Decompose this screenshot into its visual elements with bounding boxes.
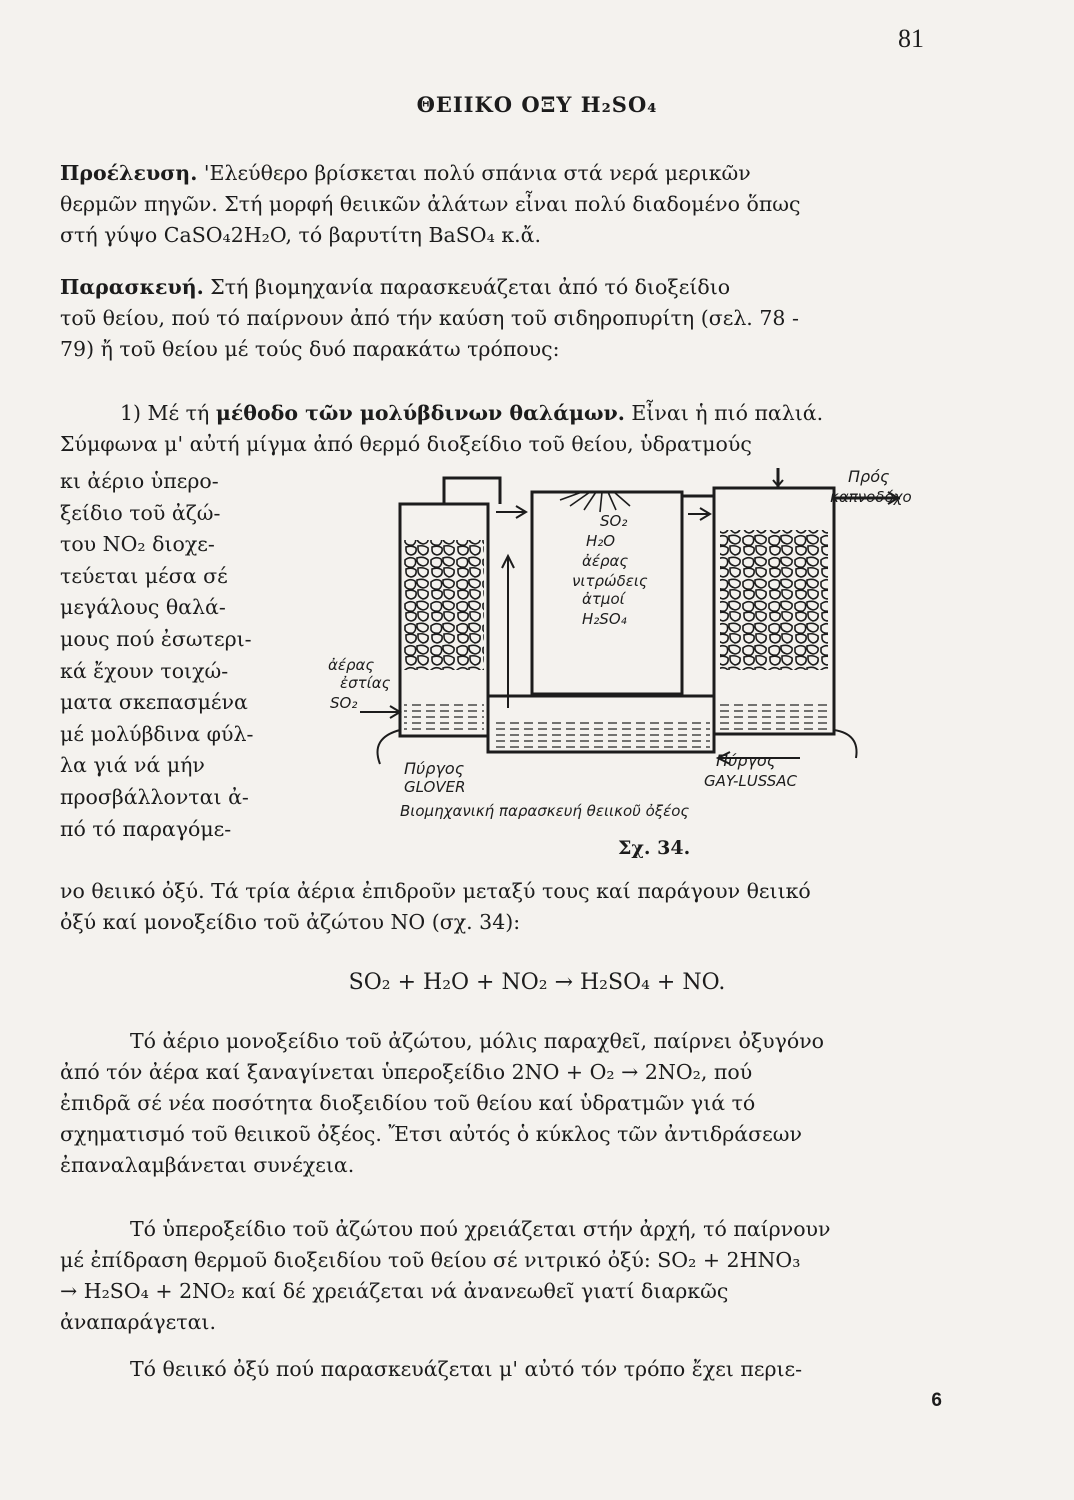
line: νο θειικό ὀξύ. Τά τρία ἀέρια ἐπιδροῦν μεταξύ τους καί παράγουν θειικό: [60, 879, 811, 903]
line: Σύμφωνα μ' αὐτή μίγμα ἀπό θερμό διοξείδιο τοῦ θείου, ὑδρατμούς: [60, 432, 752, 456]
line: θερμῶν πηγῶν. Στή μορφή θειικῶν ἀλάτων εἶναι πολύ διαδομένο ὅπως: [60, 192, 801, 216]
line: πό τό παραγόμε-: [60, 816, 232, 841]
figure-caption: Βιομηχανική παρασκευή θειικοῦ ὀξέος: [400, 802, 690, 820]
label-h2o: H₂O: [586, 532, 616, 550]
line: ματα σκεπασμένα: [60, 690, 248, 715]
line: στή γύψο CaSO₄2H₂O, τό βαρυτίτη BaSO₄ κ.ἄ.: [60, 223, 542, 247]
paragraph-nitrogen-dioxide: [60, 1214, 938, 1338]
gay-lussac-packing: [720, 530, 828, 670]
line: τεύεται μέσα σέ: [60, 563, 228, 588]
line: κά ἔχουν τοιχώ-: [60, 658, 229, 683]
line: κι ἀέριο ὑπερο-: [60, 469, 219, 493]
section-title: ΘΕΙΙΚΟ ΟΞΥ H₂SO₄: [416, 92, 658, 117]
line: τοῦ θείου, πού τό παίρνουν ἀπό τήν καύση τοῦ σιδηροπυρίτη (σελ. 78 -: [60, 306, 799, 330]
label-chimney-2: καπνοδόχο: [830, 488, 912, 506]
label-glover: Πύργος: [404, 759, 465, 778]
line: ἀναπαράγεται.: [60, 1310, 216, 1334]
line: Τό ἀέριο μονοξείδιο τοῦ ἀζώτου, μόλις παραχθεῖ, παίρνει ὀξυγόνο: [130, 1029, 825, 1053]
line: ξείδιο τοῦ ἀζώ-: [60, 500, 221, 525]
line: μους πού ἐσωτερι-: [60, 626, 252, 651]
paragraph-method: [60, 398, 938, 460]
figure-number: Σχ. 34.: [618, 837, 691, 859]
line: Τό ὑπεροξείδιο τοῦ ἀζώτου πού χρειάζεται στήν ἀρχή, τό παίρνουν: [130, 1217, 831, 1241]
paragraph-reaction: [60, 876, 938, 938]
line: Τό θειικό ὀξύ πού παρασκευάζεται μ' αὐτό τόν τρόπο ἔχει περιε-: [130, 1357, 803, 1381]
label-nitrous: νιτρώδεις: [572, 572, 648, 590]
heading-preparation: Παρασκευή.: [60, 275, 204, 299]
line: μέ ἐπίδραση θερμοῦ διοξειδίου τοῦ θείου σέ νιτρικό ὀξύ: SO₂ + 2HNO₃: [60, 1248, 801, 1272]
figure-sulfuric-acid-plant: [300, 468, 940, 868]
line: ἀπό τόν ἀέρα καί ξαναγίνεται ὑπεροξείδιο 2NO + O₂ → 2NO₂, πού: [60, 1060, 753, 1084]
label-nitrous-2: ἀτμοί: [582, 590, 625, 608]
label-gay-lussac-2: GAY-LUSSAC: [704, 772, 797, 790]
method-name: μέθοδο τῶν μολύβδινων θαλάμων.: [215, 401, 625, 425]
plant-diagram: [300, 468, 940, 868]
label-furnace: ἐστίας: [340, 674, 391, 692]
label-h2so4: H₂SO₄: [582, 610, 627, 628]
label-furnace-so2: SO₂: [330, 694, 358, 712]
line: ἐπαναλαμβάνεται συνέχεια.: [60, 1153, 355, 1177]
line: 'Ελεύθερο βρίσκεται πολύ σπάνια στά νερά μερικῶν: [203, 161, 751, 185]
line: μέ μολύβδινα φύλ-: [60, 721, 254, 746]
label-air: ἀέρας: [582, 552, 629, 570]
line: Στή βιομηχανία παρασκευάζεται ἀπό τό διοξείδιο: [210, 275, 731, 299]
paragraph-content: [60, 1354, 938, 1385]
line: προσβάλλονται ἀ-: [60, 784, 249, 809]
page-number: 81: [898, 24, 924, 53]
label-chimney: Πρός: [848, 468, 890, 486]
line: ὀξύ καί μονοξείδιο τοῦ ἀζώτου NO (σχ. 34):: [60, 910, 521, 934]
item-number: 1) Μέ τή: [120, 401, 210, 425]
label-furnace-air: ἀέρας: [328, 656, 375, 674]
paragraph-cycle: [60, 1026, 938, 1181]
signature-mark: 6: [931, 1390, 942, 1411]
line: ἐπιδρᾶ σέ νέα ποσότητα διοξειδίου τοῦ θείου καί ὑδρατμῶν γιά τό: [60, 1091, 756, 1115]
glover-packing: [404, 540, 484, 670]
label-glover-2: GLOVER: [404, 778, 466, 796]
heading-origin: Προέλευση.: [60, 161, 198, 185]
line: Εἶναι ἡ πιό παλιά.: [631, 401, 824, 425]
line: 79) ἤ τοῦ θείου μέ τούς δυό παρακάτω τρόπους:: [60, 337, 560, 361]
line: μεγάλους θαλά-: [60, 595, 226, 620]
equation: SO₂ + H₂O + NO₂ → H₂SO₄ + NO.: [348, 970, 726, 995]
column-text: [60, 466, 300, 845]
line: του NO₂ διοχε-: [60, 532, 215, 557]
label-gay-lussac: Πύργος: [716, 751, 777, 770]
paragraph-origin: [60, 158, 938, 251]
label-so2: SO₂: [600, 512, 628, 530]
paragraph-preparation: [60, 272, 938, 365]
line: → H₂SO₄ + 2NO₂ καί δέ χρειάζεται νά ἀνανεωθεῖ γιατί διαρκῶς: [60, 1279, 729, 1303]
line: λα γιά νά μήν: [60, 753, 205, 778]
line: σχηματισμό τοῦ θειικοῦ ὀξέος. Ἔτσι αὐτός ὁ κύκλος τῶν ἀντιδράσεων: [60, 1122, 802, 1146]
